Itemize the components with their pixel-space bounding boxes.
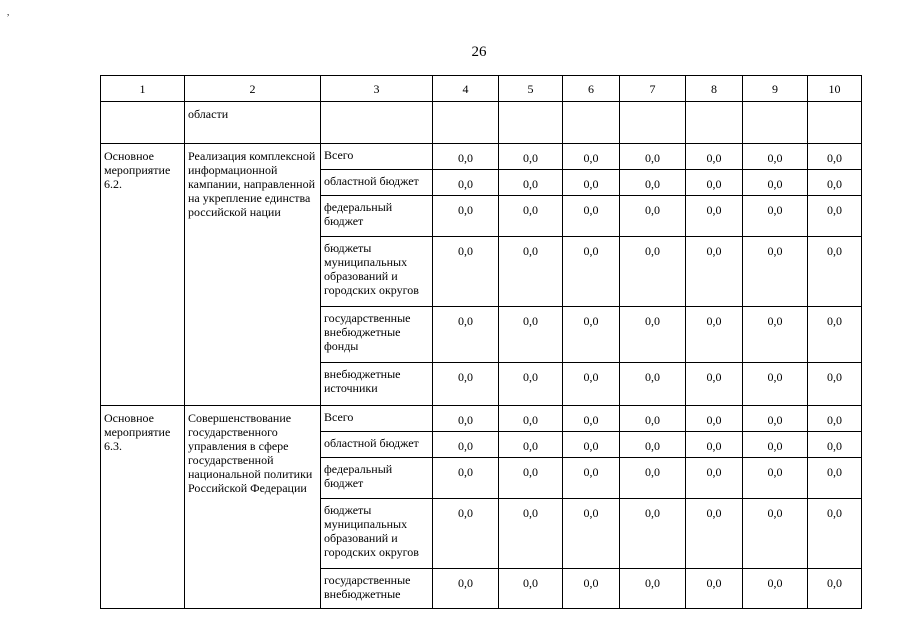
value-cell: 0,0 [620, 458, 686, 499]
continuation-text: области [185, 102, 321, 144]
empty-cell [563, 102, 620, 144]
value-cell: 0,0 [499, 406, 563, 432]
value-cell: 0,0 [563, 237, 620, 307]
value-cell: 0,0 [808, 196, 862, 237]
value-cell: 0,0 [808, 363, 862, 406]
column-header: 1 [101, 76, 185, 102]
value-cell: 0,0 [563, 170, 620, 196]
value-cell: 0,0 [620, 499, 686, 569]
page-number: 26 [471, 44, 487, 60]
value-cell: 0,0 [686, 237, 743, 307]
value-cell: 0,0 [620, 144, 686, 170]
value-cell: 0,0 [743, 363, 808, 406]
value-cell: 0,0 [499, 363, 563, 406]
value-cell: 0,0 [686, 170, 743, 196]
column-header: 2 [185, 76, 321, 102]
value-cell: 0,0 [743, 458, 808, 499]
measure-label: Основное мероприятие 6.3. [101, 406, 185, 609]
empty-cell [101, 102, 185, 144]
funding-source: областной бюджет [321, 170, 433, 196]
funding-source: государственные внебюджетные фонды [321, 307, 433, 363]
value-cell: 0,0 [563, 432, 620, 458]
value-cell: 0,0 [433, 144, 499, 170]
empty-cell [743, 102, 808, 144]
value-cell: 0,0 [743, 569, 808, 609]
value-cell: 0,0 [743, 144, 808, 170]
funding-source: Всего [321, 406, 433, 432]
empty-cell [433, 102, 499, 144]
value-cell: 0,0 [743, 170, 808, 196]
empty-cell [686, 102, 743, 144]
value-cell: 0,0 [808, 307, 862, 363]
value-cell: 0,0 [433, 406, 499, 432]
value-cell: 0,0 [743, 499, 808, 569]
funding-source: федеральный бюджет [321, 458, 433, 499]
measure-label: Основное мероприятие 6.2. [101, 144, 185, 406]
value-cell: 0,0 [743, 196, 808, 237]
value-cell: 0,0 [499, 458, 563, 499]
funding-source: областной бюджет [321, 432, 433, 458]
value-cell: 0,0 [620, 363, 686, 406]
value-cell: 0,0 [433, 196, 499, 237]
value-cell: 0,0 [620, 307, 686, 363]
value-cell: 0,0 [686, 458, 743, 499]
value-cell: 0,0 [563, 458, 620, 499]
value-cell: 0,0 [743, 406, 808, 432]
value-cell: 0,0 [563, 363, 620, 406]
value-cell: 0,0 [433, 569, 499, 609]
empty-cell [499, 102, 563, 144]
value-cell: 0,0 [808, 237, 862, 307]
value-cell: 0,0 [563, 196, 620, 237]
value-cell: 0,0 [433, 363, 499, 406]
funding-source: государственные внебюджетные [321, 569, 433, 609]
value-cell: 0,0 [433, 458, 499, 499]
value-cell: 0,0 [433, 307, 499, 363]
value-cell: 0,0 [563, 499, 620, 569]
empty-cell [620, 102, 686, 144]
funding-source: федеральный бюджет [321, 196, 433, 237]
value-cell: 0,0 [808, 406, 862, 432]
measure-name: Совершенствование государственного управления в сфере государственной национальной политики Российской Федерации [185, 406, 321, 609]
column-header: 5 [499, 76, 563, 102]
value-cell: 0,0 [499, 569, 563, 609]
column-header: 10 [808, 76, 862, 102]
value-cell: 0,0 [808, 569, 862, 609]
value-cell: 0,0 [743, 307, 808, 363]
funding-source: бюджеты муниципальных образований и городских округов [321, 499, 433, 569]
value-cell: 0,0 [686, 499, 743, 569]
scan-speck: , [7, 7, 10, 17]
column-header: 3 [321, 76, 433, 102]
value-cell: 0,0 [563, 307, 620, 363]
column-header: 7 [620, 76, 686, 102]
table-row [101, 406, 862, 432]
column-header: 6 [563, 76, 620, 102]
value-cell: 0,0 [620, 569, 686, 609]
value-cell: 0,0 [686, 307, 743, 363]
value-cell: 0,0 [433, 170, 499, 196]
empty-cell [321, 102, 433, 144]
value-cell: 0,0 [808, 432, 862, 458]
value-cell: 0,0 [808, 170, 862, 196]
value-cell: 0,0 [743, 432, 808, 458]
value-cell: 0,0 [433, 499, 499, 569]
column-header: 9 [743, 76, 808, 102]
budget-table [100, 75, 862, 609]
value-cell: 0,0 [808, 144, 862, 170]
value-cell: 0,0 [433, 432, 499, 458]
value-cell: 0,0 [499, 499, 563, 569]
column-header: 8 [686, 76, 743, 102]
funding-source: Всего [321, 144, 433, 170]
value-cell: 0,0 [686, 196, 743, 237]
value-cell: 0,0 [499, 432, 563, 458]
funding-source: бюджеты муниципальных образований и городских округов [321, 237, 433, 307]
value-cell: 0,0 [686, 432, 743, 458]
value-cell: 0,0 [563, 406, 620, 432]
value-cell: 0,0 [433, 237, 499, 307]
value-cell: 0,0 [686, 144, 743, 170]
value-cell: 0,0 [686, 569, 743, 609]
value-cell: 0,0 [620, 170, 686, 196]
value-cell: 0,0 [686, 406, 743, 432]
value-cell: 0,0 [620, 237, 686, 307]
value-cell: 0,0 [499, 144, 563, 170]
continuation-row [101, 102, 862, 144]
value-cell: 0,0 [499, 237, 563, 307]
value-cell: 0,0 [808, 458, 862, 499]
measure-name: Реализация комплексной информационной кампании, направленной на укрепление единства российской нации [185, 144, 321, 406]
empty-cell [808, 102, 862, 144]
value-cell: 0,0 [499, 170, 563, 196]
value-cell: 0,0 [620, 406, 686, 432]
value-cell: 0,0 [743, 237, 808, 307]
value-cell: 0,0 [499, 307, 563, 363]
column-header: 4 [433, 76, 499, 102]
value-cell: 0,0 [686, 363, 743, 406]
table-row [101, 144, 862, 170]
value-cell: 0,0 [620, 432, 686, 458]
value-cell: 0,0 [563, 569, 620, 609]
funding-source: внебюджетные источники [321, 363, 433, 406]
column-header-row [101, 76, 862, 102]
value-cell: 0,0 [563, 144, 620, 170]
value-cell: 0,0 [499, 196, 563, 237]
value-cell: 0,0 [620, 196, 686, 237]
value-cell: 0,0 [808, 499, 862, 569]
